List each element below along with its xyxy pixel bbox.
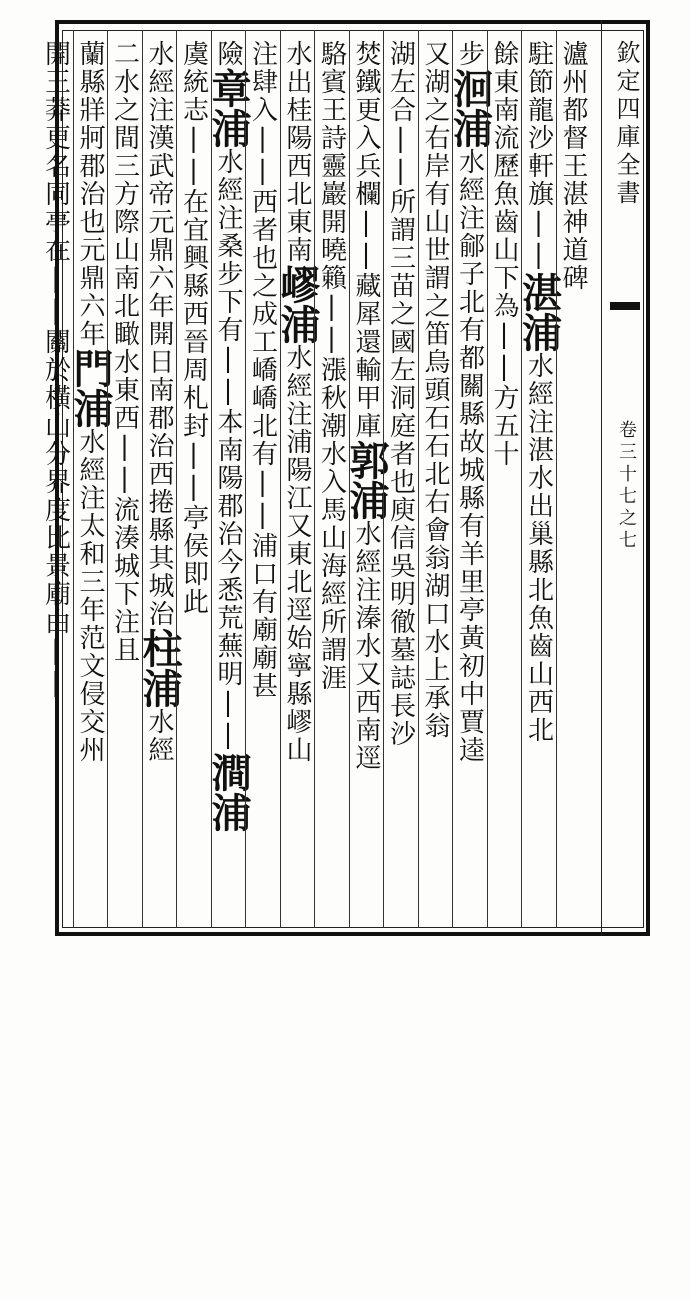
column-rule — [314, 30, 315, 928]
text-segment: 步 — [454, 40, 485, 68]
column-rule — [73, 30, 74, 928]
text-column — [176, 40, 211, 920]
entry-heading: 柱浦 — [136, 628, 183, 708]
column-rule — [349, 30, 350, 928]
text-column — [446, 40, 494, 920]
column-rule — [556, 30, 557, 928]
text-segment: 注肆入||西者也 — [247, 40, 278, 272]
text-segment: 水出桂陽西北東南 — [282, 40, 312, 264]
entry-heading: 洄浦 — [446, 68, 494, 148]
text-segment: 水經注溱水又西南逕 — [351, 520, 381, 772]
text-segment: 虞 — [178, 40, 209, 68]
text-column — [205, 40, 252, 920]
column-rule — [487, 30, 488, 928]
column-rule — [107, 30, 108, 928]
text-segment: 注且 — [109, 608, 140, 664]
text-column — [67, 40, 114, 920]
text-column — [343, 40, 390, 920]
text-segment: 瀘州都督王湛神道碑 — [558, 40, 588, 292]
text-column — [515, 40, 563, 920]
margin-book-title: 欽定四庫全書 — [612, 40, 640, 208]
entry-heading: 章浦 — [205, 68, 252, 148]
text-segment: 又湖之右岸有山世謂之笛烏頭石石北右會翁湖口水上承翁 — [420, 40, 450, 740]
text-segment: 湖左合||所謂三苗之國左洞庭者也庾信吳明徹墓誌長沙 — [385, 40, 416, 748]
entry-heading: 嵺浦 — [274, 264, 321, 344]
text-segment: 水經注鄃子北有都關縣故城縣有羊里亭黃初中賈逵 — [454, 148, 485, 764]
fish-tail-mark — [610, 302, 640, 310]
column-rule — [176, 30, 177, 928]
text-segment: 險 — [213, 40, 243, 68]
text-column — [38, 40, 73, 920]
text-segment: 開王莽更名同亭在||關 — [40, 40, 71, 356]
text-segment: 統志||在宜興縣西晉周札封||亭侯即此 — [178, 68, 209, 616]
column-rule — [142, 30, 143, 928]
text-segment: 駱賓王詩靈巖開曉籟||漲秋潮 — [316, 40, 347, 440]
text-segment: 餘 — [489, 40, 519, 68]
column-rule — [521, 30, 522, 928]
text-segment: 東南流歷魚齒山下為||方五十 — [489, 68, 519, 468]
text-segment: 水經 — [144, 708, 174, 764]
text-segment: 駐節龍沙軒旗|| — [523, 40, 554, 272]
column-rule — [418, 30, 419, 928]
text-segment: 水經注浦陽江又東北逕始寧縣嵺山 — [282, 344, 312, 764]
text-segment: 水經注桑步下有||本南陽郡治今悉荒蕪明|| — [213, 148, 243, 752]
entry-heading: 郭浦 — [343, 440, 390, 520]
column-rule — [280, 30, 281, 928]
column-rule — [383, 30, 384, 928]
margin-volume: 卷三十七之七 — [616, 420, 637, 552]
text-segment: 蘭縣牂牁郡治也元鼎六年 — [75, 40, 105, 348]
text-segment: 二水之間三方際山南北瞰水東西||流湊城下 — [109, 40, 140, 608]
text-segment: 水入馬山海經所謂涯 — [316, 440, 347, 692]
entry-heading: 湛浦 — [515, 272, 563, 352]
text-column — [487, 40, 522, 920]
text-column — [314, 40, 349, 920]
text-column — [274, 40, 321, 920]
entry-heading: 澗浦 — [205, 752, 252, 832]
text-segment: 水經注太和三年范文侵交州 — [75, 428, 105, 764]
text-segment: 水經注湛水出巢縣北魚齒山西北 — [523, 352, 554, 744]
text-segment: 於橫山分界度比景廟由|| — [40, 356, 71, 700]
text-segment: 焚鐵更入兵欄||藏犀還輸甲庫 — [351, 40, 381, 440]
text-column — [136, 40, 183, 920]
column-rule — [452, 30, 453, 928]
text-column — [107, 40, 142, 920]
column-rule — [211, 30, 212, 928]
text-column — [556, 40, 591, 920]
text-column — [418, 40, 453, 920]
text-segment: 水經注漢武帝元鼎六年開日南郡治西捲縣其城治 — [144, 40, 174, 628]
entry-heading: 門浦 — [67, 348, 114, 428]
text-segment: 之成工嶠嶠北有||浦口有廟廟甚 — [247, 272, 278, 700]
column-rule — [245, 30, 246, 928]
